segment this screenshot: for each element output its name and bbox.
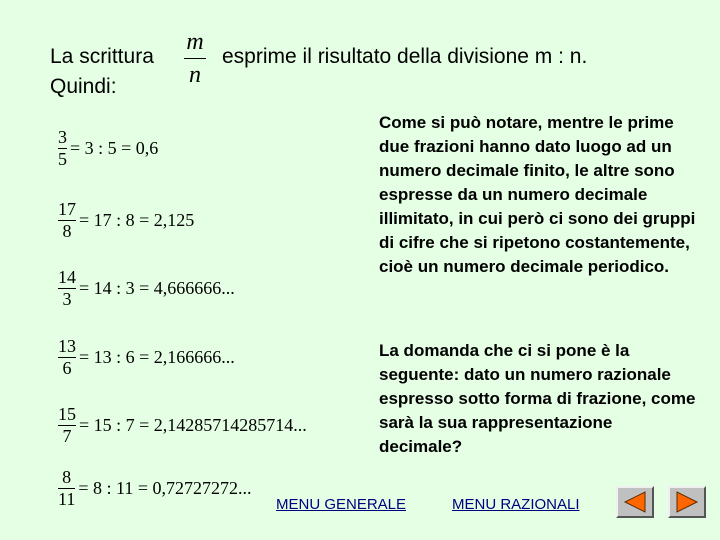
equation-row	[58, 337, 235, 378]
equation-denominator: 3	[62, 289, 72, 309]
intro-prefix: La scrittura	[50, 45, 154, 68]
equation-result: = 14 : 3 = 4,666666...	[79, 278, 235, 298]
equation-row	[58, 468, 251, 509]
equation-denominator: 7	[62, 426, 72, 446]
equation-denominator: 6	[62, 358, 72, 378]
fraction-numerator: m	[186, 29, 204, 55]
equation-numerator: 3	[58, 127, 67, 147]
fraction-bar	[184, 58, 206, 59]
intro-suffix: esprime il risultato della divisione m : n.	[222, 45, 588, 68]
menu-generale-link[interactable]: MENU GENERALE	[276, 496, 407, 513]
equation-result: = 15 : 7 = 2,14285714285714...	[79, 415, 307, 435]
equation-result: = 3 : 5 = 0,6	[70, 138, 159, 158]
equation-denominator: 8	[62, 221, 72, 241]
equation-result: = 17 : 8 = 2,125	[79, 210, 195, 230]
equation-fraction	[58, 337, 76, 378]
equation-numerator: 17	[58, 199, 76, 219]
equation-numerator: 14	[58, 267, 76, 287]
fraction-denominator: n	[189, 62, 201, 88]
equation-row	[58, 200, 194, 241]
menu-razionali-link[interactable]: MENU RAZIONALI	[452, 496, 580, 513]
equation-numerator: 15	[58, 404, 76, 424]
equation-fraction	[58, 405, 76, 446]
equation-row	[58, 128, 158, 169]
explanation-paragraph: Come si può notare, mentre le prime due frazioni hanno dato luogo ad un numero decimale finito, le altre sono espresse da un numero decimale illimitato, in cui però ci sono dei gruppi di cifre che si ripetono costantemente, cioè un numero decimale periodico.	[379, 113, 696, 276]
intro-fraction	[184, 30, 206, 87]
triangle-left-icon	[623, 491, 647, 513]
question-paragraph: La domanda che ci si pone è la seguente: dato un numero razionale espresso sotto forma di frazione, come sarà la sua rappresentazione decimale?	[379, 341, 696, 456]
equation-fraction	[58, 268, 76, 309]
equation-numerator: 13	[58, 336, 76, 356]
equation-row	[58, 268, 235, 309]
equation-denominator: 11	[58, 489, 76, 509]
equation-numerator: 8	[62, 467, 72, 487]
equation-fraction	[58, 200, 76, 241]
equation-fraction	[58, 128, 67, 169]
equation-denominator: 5	[58, 149, 67, 169]
equation-row	[58, 405, 307, 446]
previous-button[interactable]	[616, 486, 654, 518]
equation-result: = 8 : 11 = 0,72727272...	[78, 478, 252, 498]
equation-result: = 13 : 6 = 2,166666...	[79, 347, 235, 367]
triangle-right-icon	[675, 491, 699, 513]
intro-quindi: Quindi:	[50, 75, 117, 98]
equation-fraction	[58, 468, 75, 509]
next-button[interactable]	[668, 486, 706, 518]
